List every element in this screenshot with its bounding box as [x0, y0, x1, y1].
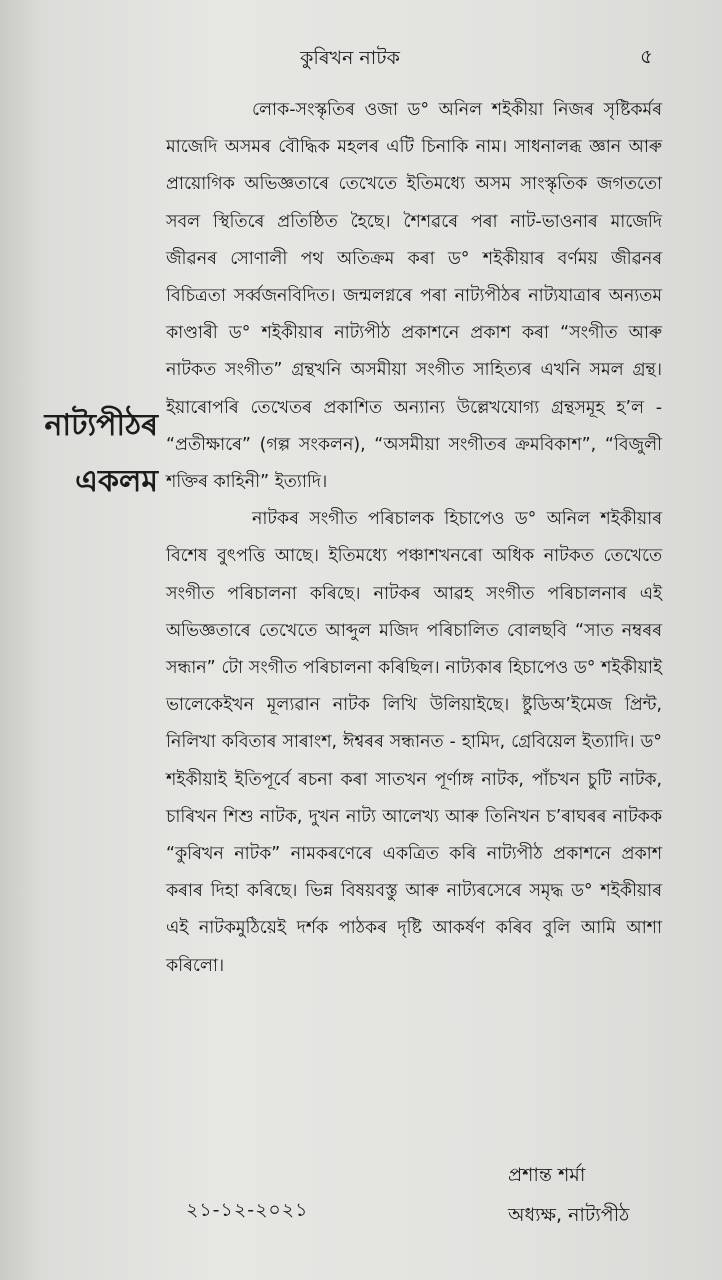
side-heading-line-2: একলম	[75, 464, 158, 499]
body-text	[166, 92, 662, 985]
side-heading	[28, 398, 158, 510]
paragraph-2: নাটকৰ সংগীত পৰিচালক হিচাপেও ড° অনিল শইকীয়াৰ বিশেষ বুৎপত্তি আছে। ইতিমধ্যে পঞ্চাশখনৰো অধিক নাটকত তেখেতে সংগীত পৰিচালনা কৰিছে। নাটকৰ আৱহ সংগীত পৰিচালনাৰ এই অভিজ্ঞতাৰে তেখেতে আব্দুল মজিদ পৰিচালিত বোলছবি “সাত নম্বৰৰ সন্ধান” টো সংগীত পৰিচালনা কৰিছিল। নাট্যকাৰ হিচাপেও ড° শইকীয়াই ভালেকেইখন মূল্যৱান নাটক লিখি উলিয়াইছে। ষ্টুডিঅ’ইমেজ প্ৰিন্ট, নিলিখা কবিতাৰ সাৰাংশ, ঈশ্বৰৰ সন্ধানত - হামিদ, গ্ৰেবিয়েল ইত্যাদি। ড° শইকীয়াই ইতিপূৰ্বে ৰচনা কৰা সাতখন পূৰ্ণাঙ্গ নাটক, পাঁচখন চুটি নাটক, চাৰিখন শিশু নাটক, দুখন নাট্য আলেখ্য আৰু তিনিখন চ’ৰাঘৰৰ নাটকক “কুৰিখন নাটক” নামকৰণেৰে একত্ৰিত কৰি নাট্যপীঠ প্ৰকাশনে প্ৰকাশ কৰাৰ দিহা কৰিছে। ভিন্ন বিষয়বস্তু আৰু নাট্যৰসেৰে সমৃদ্ধ ড° শইকীয়াৰ এই নাটকমুঠিয়েই দৰ্শক পাঠকৰ দৃষ্টি আকৰ্ষণ কৰিব বুলি আমি আশা কৰিলো।	[166, 509, 662, 976]
running-title: কুৰিখন নাটক	[300, 47, 400, 69]
paragraph-1: লোক-সংস্কৃতিৰ ওজা ড° অনিল শইকীয়া নিজৰ সৃষ্টিকৰ্মৰ মাজেদি অসমৰ বৌদ্ধিক মহলৰ এটি চিনাকি নাম। সাধনালব্ধ জ্ঞান আৰু প্ৰায়োগিক অভিজ্ঞতাৰে তেখেতে ইতিমধ্যে অসম সাংস্কৃতিক জগততো সবল স্থিতিৰে প্ৰতিষ্ঠিত হৈছে। শৈশৱৰে পৰা নাট-ভাওনাৰ মাজেদি জীৱনৰ সোণালী পথ অতিক্ৰম কৰা ড° শইকীয়াৰ বৰ্ণময় জীৱনৰ বিচিত্ৰতা সৰ্ব্বজনবিদিত। জন্মলগ্নৰে পৰা নাট্যপীঠৰ নাট্যযাত্ৰাৰ অন্যতম কাণ্ডাৰী ড° শইকীয়াৰ নাট্যপীঠ প্ৰকাশনে প্ৰকাশ কৰা “সংগীত আৰু নাটকত সংগীত” গ্ৰন্থখনি অসমীয়া সংগীত সাহিত্যৰ এখনি সমল গ্ৰন্থ। ইয়াৰোপৰি তেখেতৰ প্ৰকাশিত অন্যান্য উল্লেখযোগ্য গ্ৰন্থসমূহ হ’ল - “প্ৰতীক্ষাৰে” (গল্প সংকলন), “অসমীয়া সংগীতৰ ক্ৰমবিকাশ”, “বিজুলী শক্তিৰ কাহিনী” ইত্যাদি।	[166, 100, 662, 493]
signatory-designation: অধ্যক্ষ, নাট্যপীঠ	[508, 1204, 630, 1226]
date: ২১-১২-২০২১	[186, 1199, 309, 1221]
page-number: ৫	[640, 44, 653, 68]
side-heading-line-1: নাট্যপীঠৰ	[44, 408, 158, 443]
signature-block	[508, 1155, 629, 1235]
signatory-name: প্ৰশান্ত শৰ্মা	[508, 1164, 586, 1186]
